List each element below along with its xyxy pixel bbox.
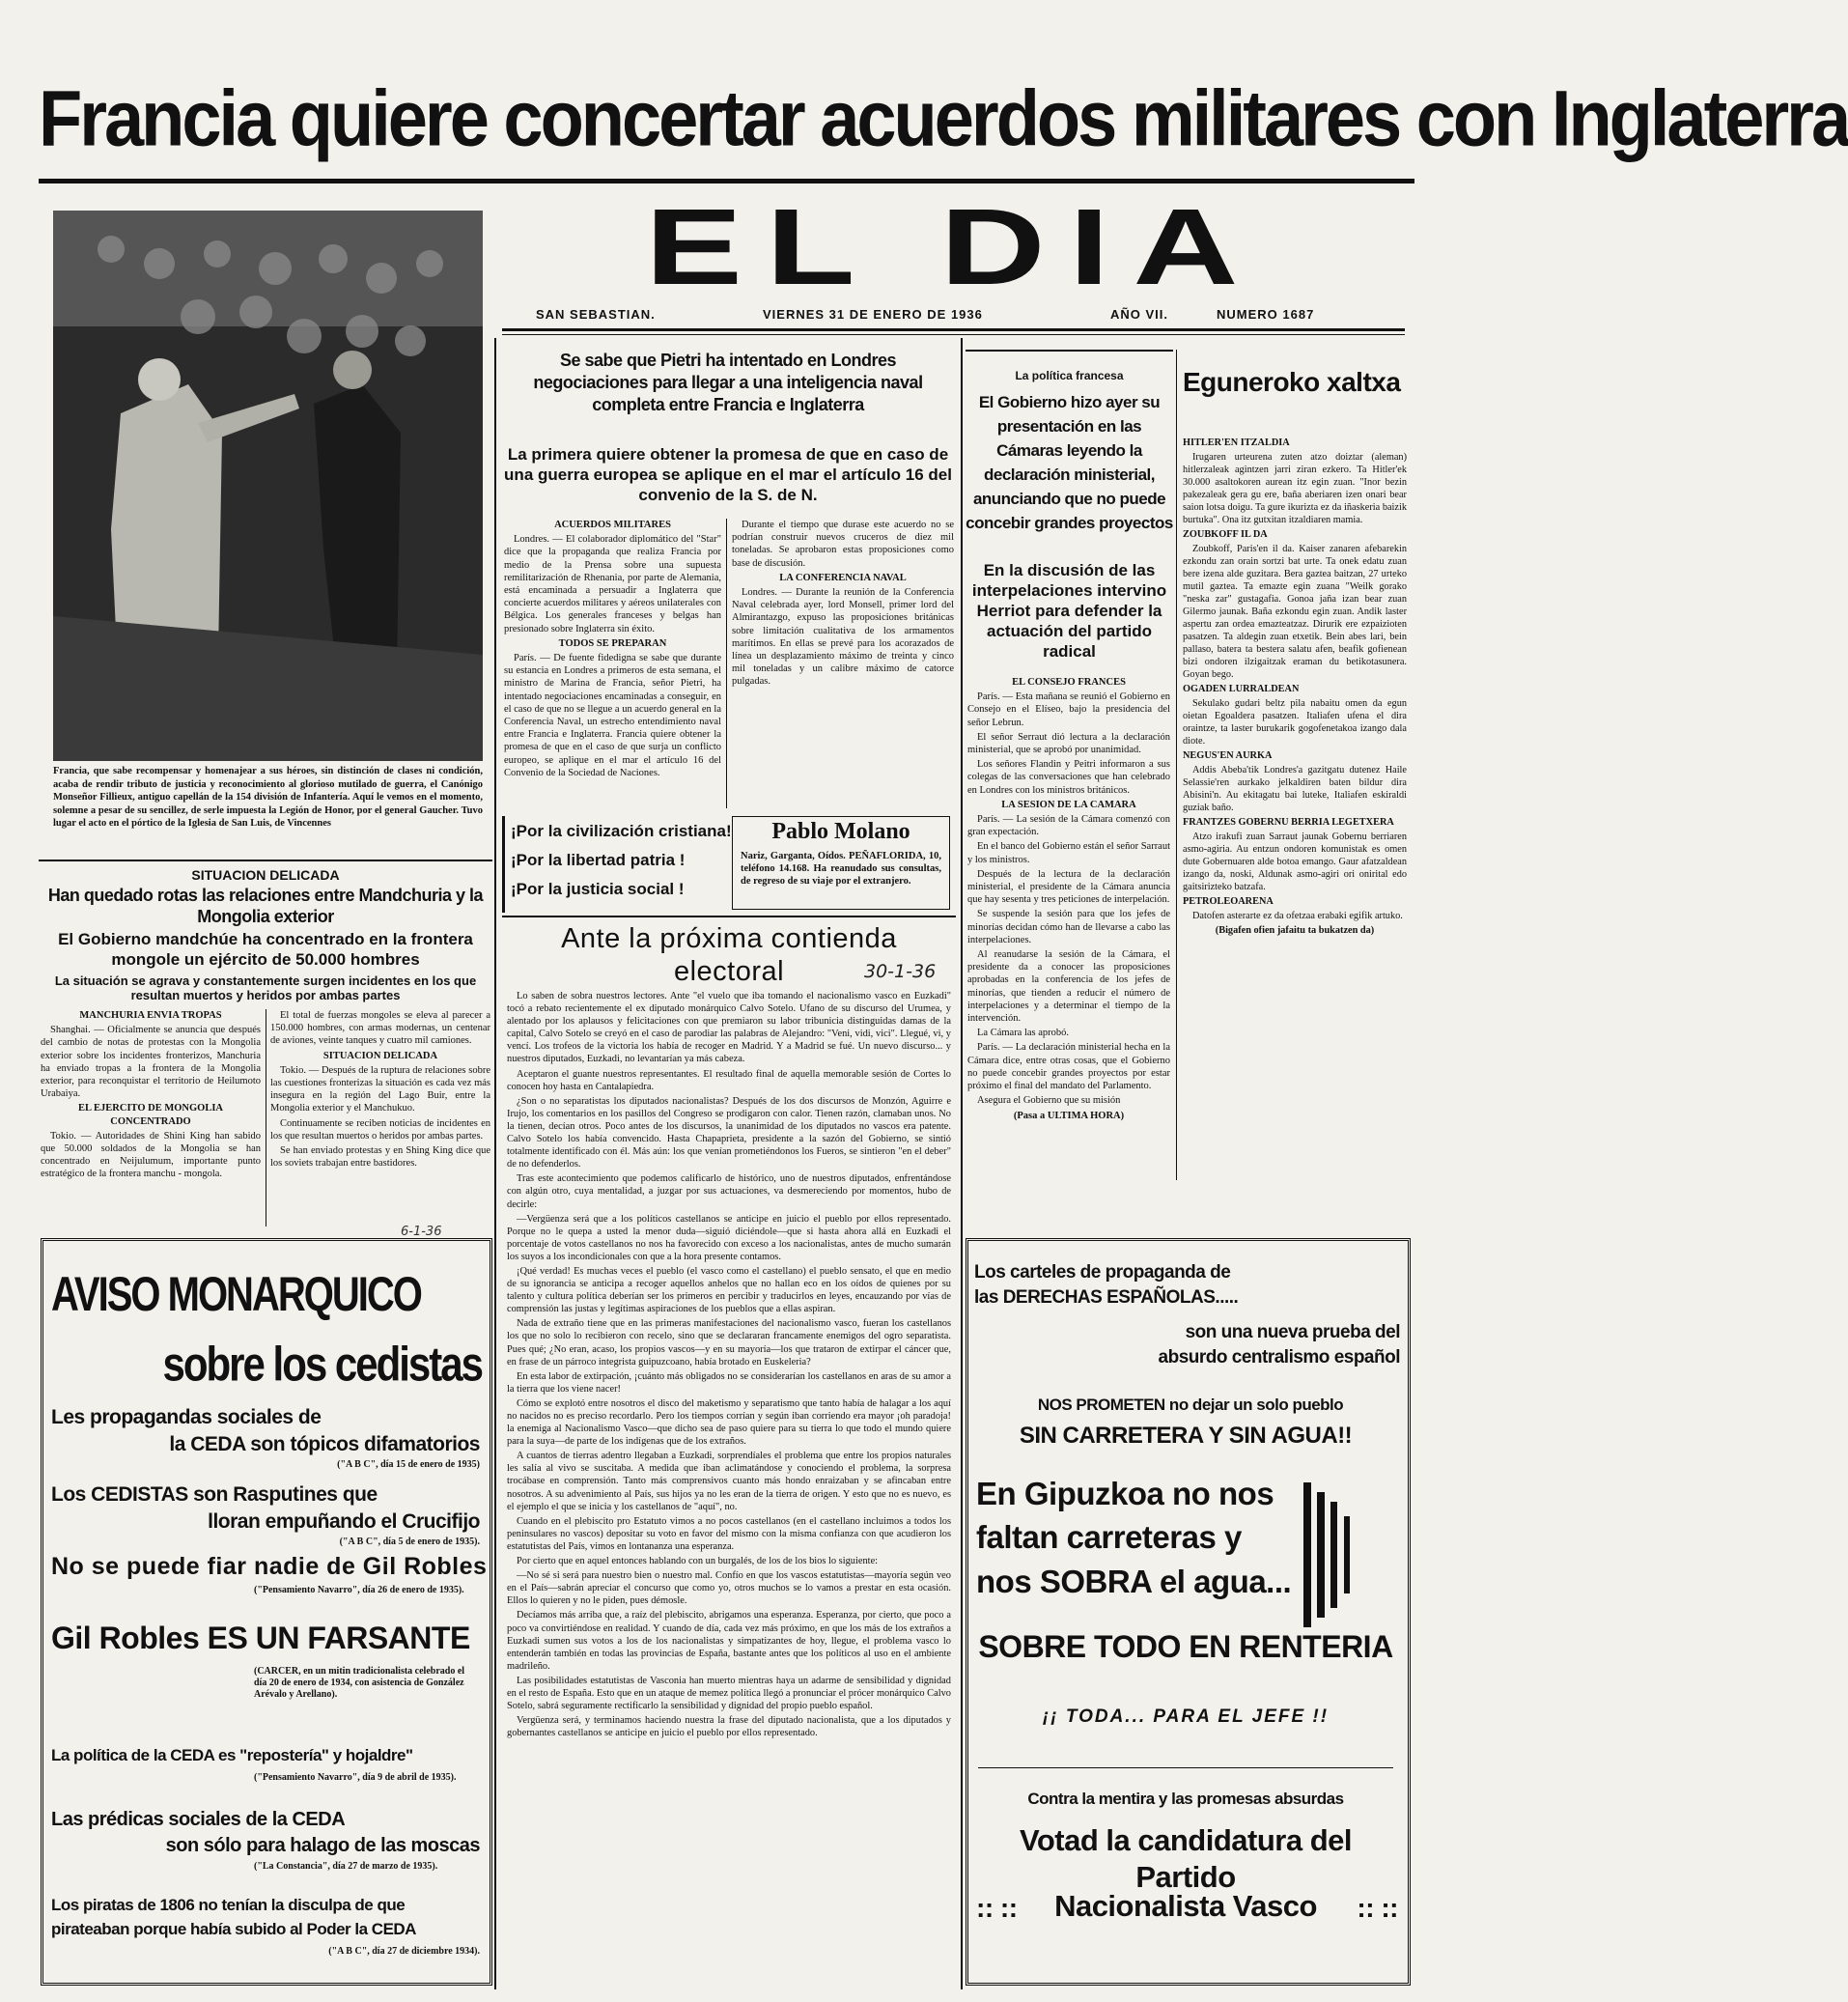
water-tap-icon — [1302, 1482, 1359, 1627]
slogan-3: ¡Por la justicia social ! — [511, 880, 685, 898]
col-divider-left — [494, 338, 496, 1989]
contienda-top-rule — [502, 916, 956, 917]
handwritten-date-2: 6-1-36 — [401, 1225, 442, 1239]
aviso-item-1-line2: la CEDA son tópicos difamatorios — [169, 1433, 480, 1455]
ad-molano — [732, 816, 950, 910]
slogan-2: ¡Por la libertad patria ! — [511, 851, 686, 869]
col-divider-right — [961, 338, 963, 1989]
aviso-item-4-line1: Gil Robles ES UN FARSANTE — [51, 1621, 470, 1655]
manchuria-title: Han quedado rotas las relaciones entre Mandchuria y la Mongolia exterior — [47, 886, 484, 926]
carteles-l9: nos SOBRA el agua... — [976, 1564, 1292, 1599]
manchuria-col2: El total de fuerzas mongoles se eleva al parecer a 150.000 hombres, con armas modernas, un centenar de aviones, veinte tanques y cuatro mil camiones. SITUACION DELICADA Tokio. — Después de la ruptura de relaciones sobre las cuestiones fronterizas la situación es cada vez más insegura en la región del Lago Buir, entre la Mongolia exterior y el Manchukuo. Continuamente se reciben noticias de incidentes en los que resultan muertos o heridos por ambas partes. Se han enviado protestas y en Shing King dice que los soviets trabajan entre bastidores. — [270, 1010, 490, 1170]
headline-rule — [39, 179, 1414, 183]
francesa-title: El Gobierno hizo ayer su presentación en las Cámaras leyendo la declaración ministerial, anunciando que no puede concebir grandes proyectos — [966, 393, 1173, 532]
ad-molano-name: Pablo Molano — [771, 819, 910, 844]
aviso-item-2-src: ("A B C", día 5 de enero de 1935). — [339, 1537, 480, 1547]
aviso-item-6-line2: son sólo para halago de las moscas — [165, 1835, 480, 1856]
contienda-body: Lo saben de sobra nuestros lectores. Ante "el vuelo que iba tomando el nacionalismo vasco en Euzkadi" tocó a rebato recientemente el ex diputado monárquico Calvo Sotelo. Ufano de su discurso del Urumea, y alentado por los aplausos y felicitaciones con que premiaron su labor tribunicia distinguidas damas de la capital, Calvo Sotelo se creyó en el caso de parodiar las palabras de Alejandro: "Veni, vidi, vici". Llegué, vi, y vencí. Los trofeos de la victoria los había de recoger en Madrid. Y a Madrid se fué. Un nuevo discurso... y nuestros diputados, Euzkadi, no levantarían ya más cabeza. Aceptaron el guante nuestros representantes. El resultado final de aquella memorable sesión de Cortes lo conocen hoy hasta en Cantalapiedra. ¿Son o no separatistas los diputados nacionalistas? Después de los dos discursos de Monzón, Aguirre e Irujo, los comentarios en los pasillos del Congreso se prodigaron con calor. Tienen razón, clamaban unos. No la tienen, decían otros. Poco antes de los discursos, la unanimidad de los diputados no vascos era patente. Calvo Sotelo los había convencido. Hasta Chapaprieta, presidente a la sazón del Gobierno, se sintió totalmente identificado con él. Más aún: los que venían prometiéndonos los Fueros, se sintieron "en el deber" de no defenderlos. Tras este acontecimiento que podemos calificarlo de histórico, uno de nuestros diputados, enfrentándose con algún otro, cuya mentalidad, a juzgar por sus actuaciones, va desmereciendo por momentos, hubo de decirle: —Vergüenza será que a los políticos castellanos se anticipe en juicio el pueblo por ellos representado. Porque no le quepa a usted la menor duda—siguió diciéndole—que si hasta ahora allá en Euzkadi el porcentaje de votos castellanos no nos ha favorecido con exceso a los nacionalistas, antes de mucho sumarán los suyos a los incondicionales con que a la hora presente contamos. ¡Qué verdad! Es muchas veces el pueblo (el vasco como el castellano) el pueblo sensato, el que en medio de su ignorancia se anticipa a recoger aquellos anhelos que no hallan eco en los oídos de quienes por su talento y cultura política deberían ser los primeros en percibir y traducirlos en leyes, encauzando por vías de comprensión las justas y legítimas aspiraciones de los pueblos que a ellas aspiran. Nada de extraño tiene que en las primeras manifestaciones del nacionalismo vasco, fueran los castellanos los que no solo lo recibieron con recelo, sino que se declararan francamente enemigos del ogro separatista. Pues qué; ¿No eran, acaso, los propios vascos—y en su mayoría—los que trataron de extirpar el cáncer que, en frase de un párroco integrista guipuzcoano, había brotado en Euskeleria? En esta labor de extirpación, ¡cuánto más obligados no se considerarían los castellanos en aras de su amor a la tierra que los viene nacer! Cómo se explotó entre nosotros el disco del maketismo y separatismo que tanto había de halagar a los aquí no nacidos no es preciso recordarlo. Pero los tiempos corrían y según iban corriendo era mayor ¡oh paradoja! la enemiga al Nacionalismo Vasco—que dicho sea de paso quiere para su tierra lo que todo el mundo quiere para la suya—de parte de los indígenas que de los extraños. A cuantos de tierras adentro llegaban a Euzkadi, sorprendíales el problema que entre los propios naturales les salía al vivo se suscitaba. A medida que iban aclimatándose y conociendo el problema, la sorpresa trocábase en comprensión. Tanto más comprensivos cuanto más hondo enraizaban y se afincaban entre nosotros. A su advenimiento al País, sus hijos ya no les eran de la tierra de origen. Y esto que no es nuevo, es el ejemplo el que se inicia y los castellanos de "aquí", no. Cuando en el plebiscito pro Estatuto vimos a no pocos castellanos (en el castellano incluimos a todos los peninsulares no vascos) depositar su voto en favor del mismo con la misma confianza con que acudieron los estatutistas del País, vimos en lontananza una esperanza. Por cierto que en aquel entonces hablando con un burgalés, de los de los bios lo siguiente: —No sé si será para nuestro bien o nuestro mal. Confío en que los vascos estatutistas—mayoría según veo en el País—sabrán apreciar el concurso que como yo, otros muchos se lo vamos a prestar en esta ocasión. Ellos lo quieren y no le piden, pues démosle. Decíamos más arriba que, a raíz del plebiscito, abrigamos una esperanza. Esperanza, por cierto, que poco a poco va convirtiéndose en realidad. Y cuando de día, cada vez más próximo, en que los más de los extraños a Euzkadi sumen sus votos a los de los nacionalistas y simpatizantes de hoy, llegue, el problema vasco lo entenderán también en todas las provincias de España, bastante antes que los políticos al uso en el ambiente madrileño. Las posibilidades estatutistas de Vasconia han muerto mientras haya un adarme de sensibilidad y dignidad en el resto de España. Esto que en un ataque de memez política llegó a pronunciar el prócer monárquico Calvo Sotelo, sabrá seguramente rectificarlo la sensibilidad y dignidad del propio pueblo español. Vergüenza será, y terminamos haciendo nuestra la frase del diputado nacionalista, que a los diputados y gobernantes castellanos se anticipe en juicio el pueblo por ellos representado. — [507, 991, 951, 1739]
francesa-divider — [1176, 350, 1177, 1180]
manchuria-deck2: La situación se agrava y constantemente surgen incidentes en los que resultan muertos y heridos por ambas partes — [54, 973, 477, 1002]
manchuria-top-rule — [39, 860, 492, 861]
carteles-l4: absurdo centralismo español — [1158, 1347, 1400, 1368]
carteles-l8: faltan carreteras y — [976, 1519, 1242, 1555]
aviso-item-4-src: (CARCER, en un mitin tradicionalista celebrado el día 20 de enero de 1934, con asistencia de González Arévalo y Arellano). — [254, 1666, 465, 1700]
aviso-item-7-line1: Los piratas de 1806 no tenían la disculpa de que — [51, 1896, 406, 1914]
carteles-l10: SOBRE TODO EN RENTERIA — [978, 1629, 1393, 1664]
aviso-item-1-src: ("A B C", día 15 de enero de 1935) — [337, 1459, 480, 1470]
pietri-col1: ACUERDOS MILITARES Londres. — El colaborador diplomático del "Star" dice que la propaganda que realiza Francia por medio de la Prensa sobre una supuesta remilitarización de Rhenania, por parte de Alemania, está encaminada a persuadir a Inglaterra que concierte acuerdos militares y aéreos unilaterales con Bélgica. Los generales franceses y belgas han presionado sobre Inglaterra sin éxito. TODOS SE PREPARAN París. — De fuente fidedigna se sabe que durante su estancia en Londres a primeros de esta semana, el ministro de Marina de Francia, señor Pietri, ha intentado negociaciones encaminadas a conseguir, en el caso de que no se llegue a un acuerdo general en la Conferencia Naval, un estrecho entendimiento naval entre Francia e Inglaterra. Francia quiere obtener la promesa de que en el caso de que surja un conflicto europeo, se aplique en el mar el artículo 16 del Convenio de la Sociedad de Naciones. — [504, 520, 721, 778]
pietri-deck: La primera quiere obtener la promesa de que en caso de una guerra europea se aplique en el mar el artículo 16 del convenio de la S. de N. — [504, 445, 952, 504]
manchuria-col1: MANCHURIA ENVIA TROPAS Shanghai. — Oficialmente se anuncia que después del cambio de notas de protestas con la Mongolia exterior sobre los incidentes fronterizos, Manchuria ha enviado tropas a la frontera de la Mongolia exterior, para reconquistar el territorio de Heilumoto Urabaiya. EL EJERCITO DE MONGOLIA CONCENTRADO Tokio. — Autoridades de Shini King han sabido que 50.000 soldados de la Mongolia se han concentrado en Neijulumum, importante punto estratégico de la frontera manchu - mongola. — [41, 1010, 261, 1180]
aviso-item-2-line1: Los CEDISTAS son Rasputines que — [51, 1483, 378, 1506]
francesa-top-rule — [966, 350, 1173, 352]
pietri-col-divider — [726, 519, 727, 808]
aviso-subtitle: sobre los cedistas — [162, 1336, 482, 1392]
handwritten-date-1: 30-1-36 — [864, 961, 937, 982]
carteles-l12: Contra la mentira y las promesas absurdas — [1027, 1790, 1344, 1808]
aviso-item-5-line1: La política de la CEDA es "repostería" y hojaldre" — [51, 1746, 413, 1764]
manchuria-deck1: El Gobierno mandchúe ha concentrado en la frontera mongole un ejército de 50.000 hombres — [58, 930, 473, 969]
aviso-item-7-line2: pirateaban porque había subido al Poder la CEDA — [51, 1920, 416, 1938]
carteles-l13: Votad la candidatura del Partido — [1019, 1823, 1352, 1894]
slogans-box — [502, 816, 732, 913]
carteles-l15: Nacionalista Vasco — [1054, 1889, 1317, 1923]
carteles-l7: En Gipuzkoa no nos — [976, 1476, 1274, 1511]
francesa-kicker: La política francesa — [1015, 369, 1124, 382]
front-headline: Francia quiere concertar acuerdos militares con Inglaterra — [39, 73, 1848, 163]
aviso-item-1-line1: Les propagandas sociales de — [51, 1406, 322, 1428]
aviso-item-6-line1: Las prédicas sociales de la CEDA — [51, 1809, 346, 1830]
egun-body: HITLER'EN ITZALDIA Irugaren urteurena zuten atzo doiztar (aleman) hitlerzaleak agintzen jarri ziran ezkero. Ta Hitler'ek 30.000 asaltokoren aurean itz egin zuan. "Inor bezin pakezaleak gera gu ere, baña aberiaren izen onari bear saion lotsa doigu. Ta gure ikurizta ez da iñaskeria baizik burtuka". Ona itz gutxitan itzaldiaren mamia. ZOUBKOFF IL DA Zoubkoff, Paris'en il da. Kaiser zanaren afebarekin ezkondu zan orain sortzi bat urte. Ta onek edatu zuan bere izena alde guzitara. Bera gaztea baitzan, 27 urteko mutil gaztea. Ta emazte egin zuana "Weilk gorako "neska zar" gustagafia. Gonoa jaña izan bear zuan Gilermo jaunak. Baña ezkondu egin zuan. Andik laster aspertu zan ordea emazteatzaz. Dirurik ere ezpaizioten pasatzen. Ta aldegin zuan etxetik. Bein abes lari, bein pallaso, batera ta bestera salatu afen, beafik gofienean bizi ondoren ilzigaitzak eraman du betikotasunera. Goyan bego. OGADEN LURRALDEAN Sekulako gudari beltz pila nabaitu omen da egun oietan Egoaldera pasatzen. Italiafen ufena el dira oraintze, ta laster burukarik gogofenetakoa izango dala diote. NEGUS'EN AURKA Addis Abeba'tik Londres'a gazitgatu dutenez Haile Selassie'ren aurkako jelkaldiren baten bildur dira Abisini'n. Au ekitagatu bai luteke, Italiafen eskiraldi guziak baño. FRANTZES GOBERNU BERRIA LEGETXERA Atzo irakufi zuan Sarraut jaunak Gobernu berriaren asmo-agiria. Au entzun ondoren komunistak es omen dute Gobernuaren alde botoa emango. Gaur afatzaldean izango da, noski, Aldunak asmo-agiri ori onirital edo gaitsirizteko batzafa. PETROLEOARENA Datofen asterarte ez da ofetzaa erabaki egifik artuko. (Bigafen ofien jafaitu ta bukatzen da) — [1183, 437, 1407, 936]
aviso-item-2-line2: lloran empuñando el Crucifijo — [208, 1510, 480, 1533]
masthead-title: EL DIA — [645, 186, 1262, 307]
aviso-item-3-src: ("Pensamiento Navarro", día 26 de enero de 1935). — [254, 1585, 464, 1595]
carteles-l2: las DERECHAS ESPAÑOLAS..... — [974, 1287, 1239, 1308]
carteles-l11: ¡¡ TODA... PARA EL JEFE !! — [1042, 1706, 1330, 1727]
carteles-box — [966, 1238, 1411, 1986]
egun-title: Eguneroko xaltxa — [1183, 367, 1401, 397]
aviso-item-5-src: ("Pensamiento Navarro", día 9 de abril de 1935). — [254, 1772, 457, 1783]
carteles-l3: son una nueva prueba del — [1185, 1322, 1400, 1342]
pietri-title: Se sabe que Pietri ha intentado en Londres negociaciones para llegar a una inteligencia naval completa entre Francia e Inglaterra — [533, 351, 923, 414]
masthead-rule-thin — [502, 334, 1405, 335]
carteles-l16: :: :: — [1357, 1893, 1398, 1923]
masthead-year: AÑO VII. — [1110, 307, 1169, 322]
contienda-title: Ante la próxima contienda electoral — [561, 923, 897, 987]
masthead-city: SAN SEBASTIAN. — [536, 307, 656, 322]
carteles-l5: NOS PROMETEN no dejar un solo pueblo — [1037, 1396, 1344, 1414]
francesa-deck: En la discusión de las interpelaciones intervino Herriot para defender la actuación del partido radical — [971, 561, 1167, 661]
pietri-col2: Durante el tiempo que durase este acuerdo no se podrían construir nuevos cruceros de diez mil toneladas. Se aprobaron estas proposiciones como base de discusión. LA CONFERENCIA NAVAL Londres. — Durante la reunión de la Conferencia Naval celebrada ayer, lord Monsell, primer lord del Almirantazgo, expuso las proposiciones británicas sobre limitación cualitativa de los armamentos marítimos. En ellas se prevé para los acorazados de línea un desplazamiento máximo de treinta y cinco mil toneladas y un calibre máximo de catorce pulgadas. — [732, 520, 954, 688]
masthead-number: NUMERO 1687 — [1217, 307, 1315, 322]
francesa-body: EL CONSEJO FRANCES París. — Esta mañana se reunió el Gobierno en Consejo en el Elíseo, bajo la presidencia del señor Lebrun. El señor Serraut dió lectura a la declaración ministerial, que se aprobó por unanimidad. Los señores Flandin y Peitri informaron a sus colegas de las conversaciones que han celebrado en Londres con los ministros británicos. LA SESION DE LA CAMARA París. — La sesión de la Cámara comenzó con gran expectación. En el banco del Gobierno están el señor Sarraut y los ministros. Después de la lectura de la declaración ministerial, el presidente de la Cámara anuncia que hay sesenta y tres peticiones de interpelación. Se suspende la sesión para que los jefes de minorías decidan cómo han de llevarse a cabo las interpelaciones. Al reanudarse la sesión de la Cámara, el presidente da a conocer las proposiciones aprobadas en la conferencia de los jefes de minorías, que tienden a reducir el número de interpelaciones y a determinar el tiempo de la intervención. La Cámara las aprobó. París. — La declaración ministerial hecha en la Cámara dice, entre otras cosas, que el Gobierno no puede concebir grandes proyectos por estar próximo el final del mandato del Parlamento. Asegura el Gobierno que su misión (Pasa a ULTIMA HORA) — [967, 677, 1171, 1121]
slogan-1: ¡Por la civilización cristiana! — [511, 822, 732, 840]
ad-molano-text: Nariz, Garganta, Oídos. PEÑAFLORIDA, 10, teléfono 14.168. Ha reanudado sus consultas, de regreso de su viaje por el extranjero. — [741, 851, 941, 887]
carteles-rule — [978, 1767, 1393, 1768]
carteles-l1: Los carteles de propaganda de — [974, 1262, 1231, 1283]
aviso-item-7-src: ("A B C", día 27 de diciembre 1934). — [328, 1946, 480, 1957]
aviso-box — [41, 1238, 492, 1986]
photo-caption: Francia, que sabe recompensar y homenajear a sus héroes, sin distinción de clases ni condición, acaba de rendir tributo de justicia y reconocimiento al glorioso mutilado de guerra, el Canónigo Monseñor Fillieux, antiguo capellán de la 154 división de Infantería. Aquí le vemos en el momento, solemne a pesar de su sencillez, de serle impuesta la Legión de Honor, por el general Gaucher. Tuvo lugar el acto en el pórtico de la Iglesia de San Luis, de Vincennes — [53, 766, 483, 829]
masthead-rule — [502, 328, 1405, 331]
aviso-item-6-src: ("La Constancia", día 27 de marzo de 1935). — [254, 1861, 438, 1872]
aviso-item-3-line1: No se puede fiar nadie de Gil Robles — [51, 1553, 488, 1580]
manchuria-kicker: SITUACION DELICADA — [191, 867, 340, 883]
masthead-date: VIERNES 31 DE ENERO DE 1936 — [763, 307, 983, 322]
carteles-l14: :: :: — [976, 1893, 1018, 1923]
aviso-title: AVISO MONARQUICO — [51, 1268, 421, 1321]
carteles-l6: SIN CARRETERA Y SIN AGUA!! — [1019, 1423, 1353, 1449]
